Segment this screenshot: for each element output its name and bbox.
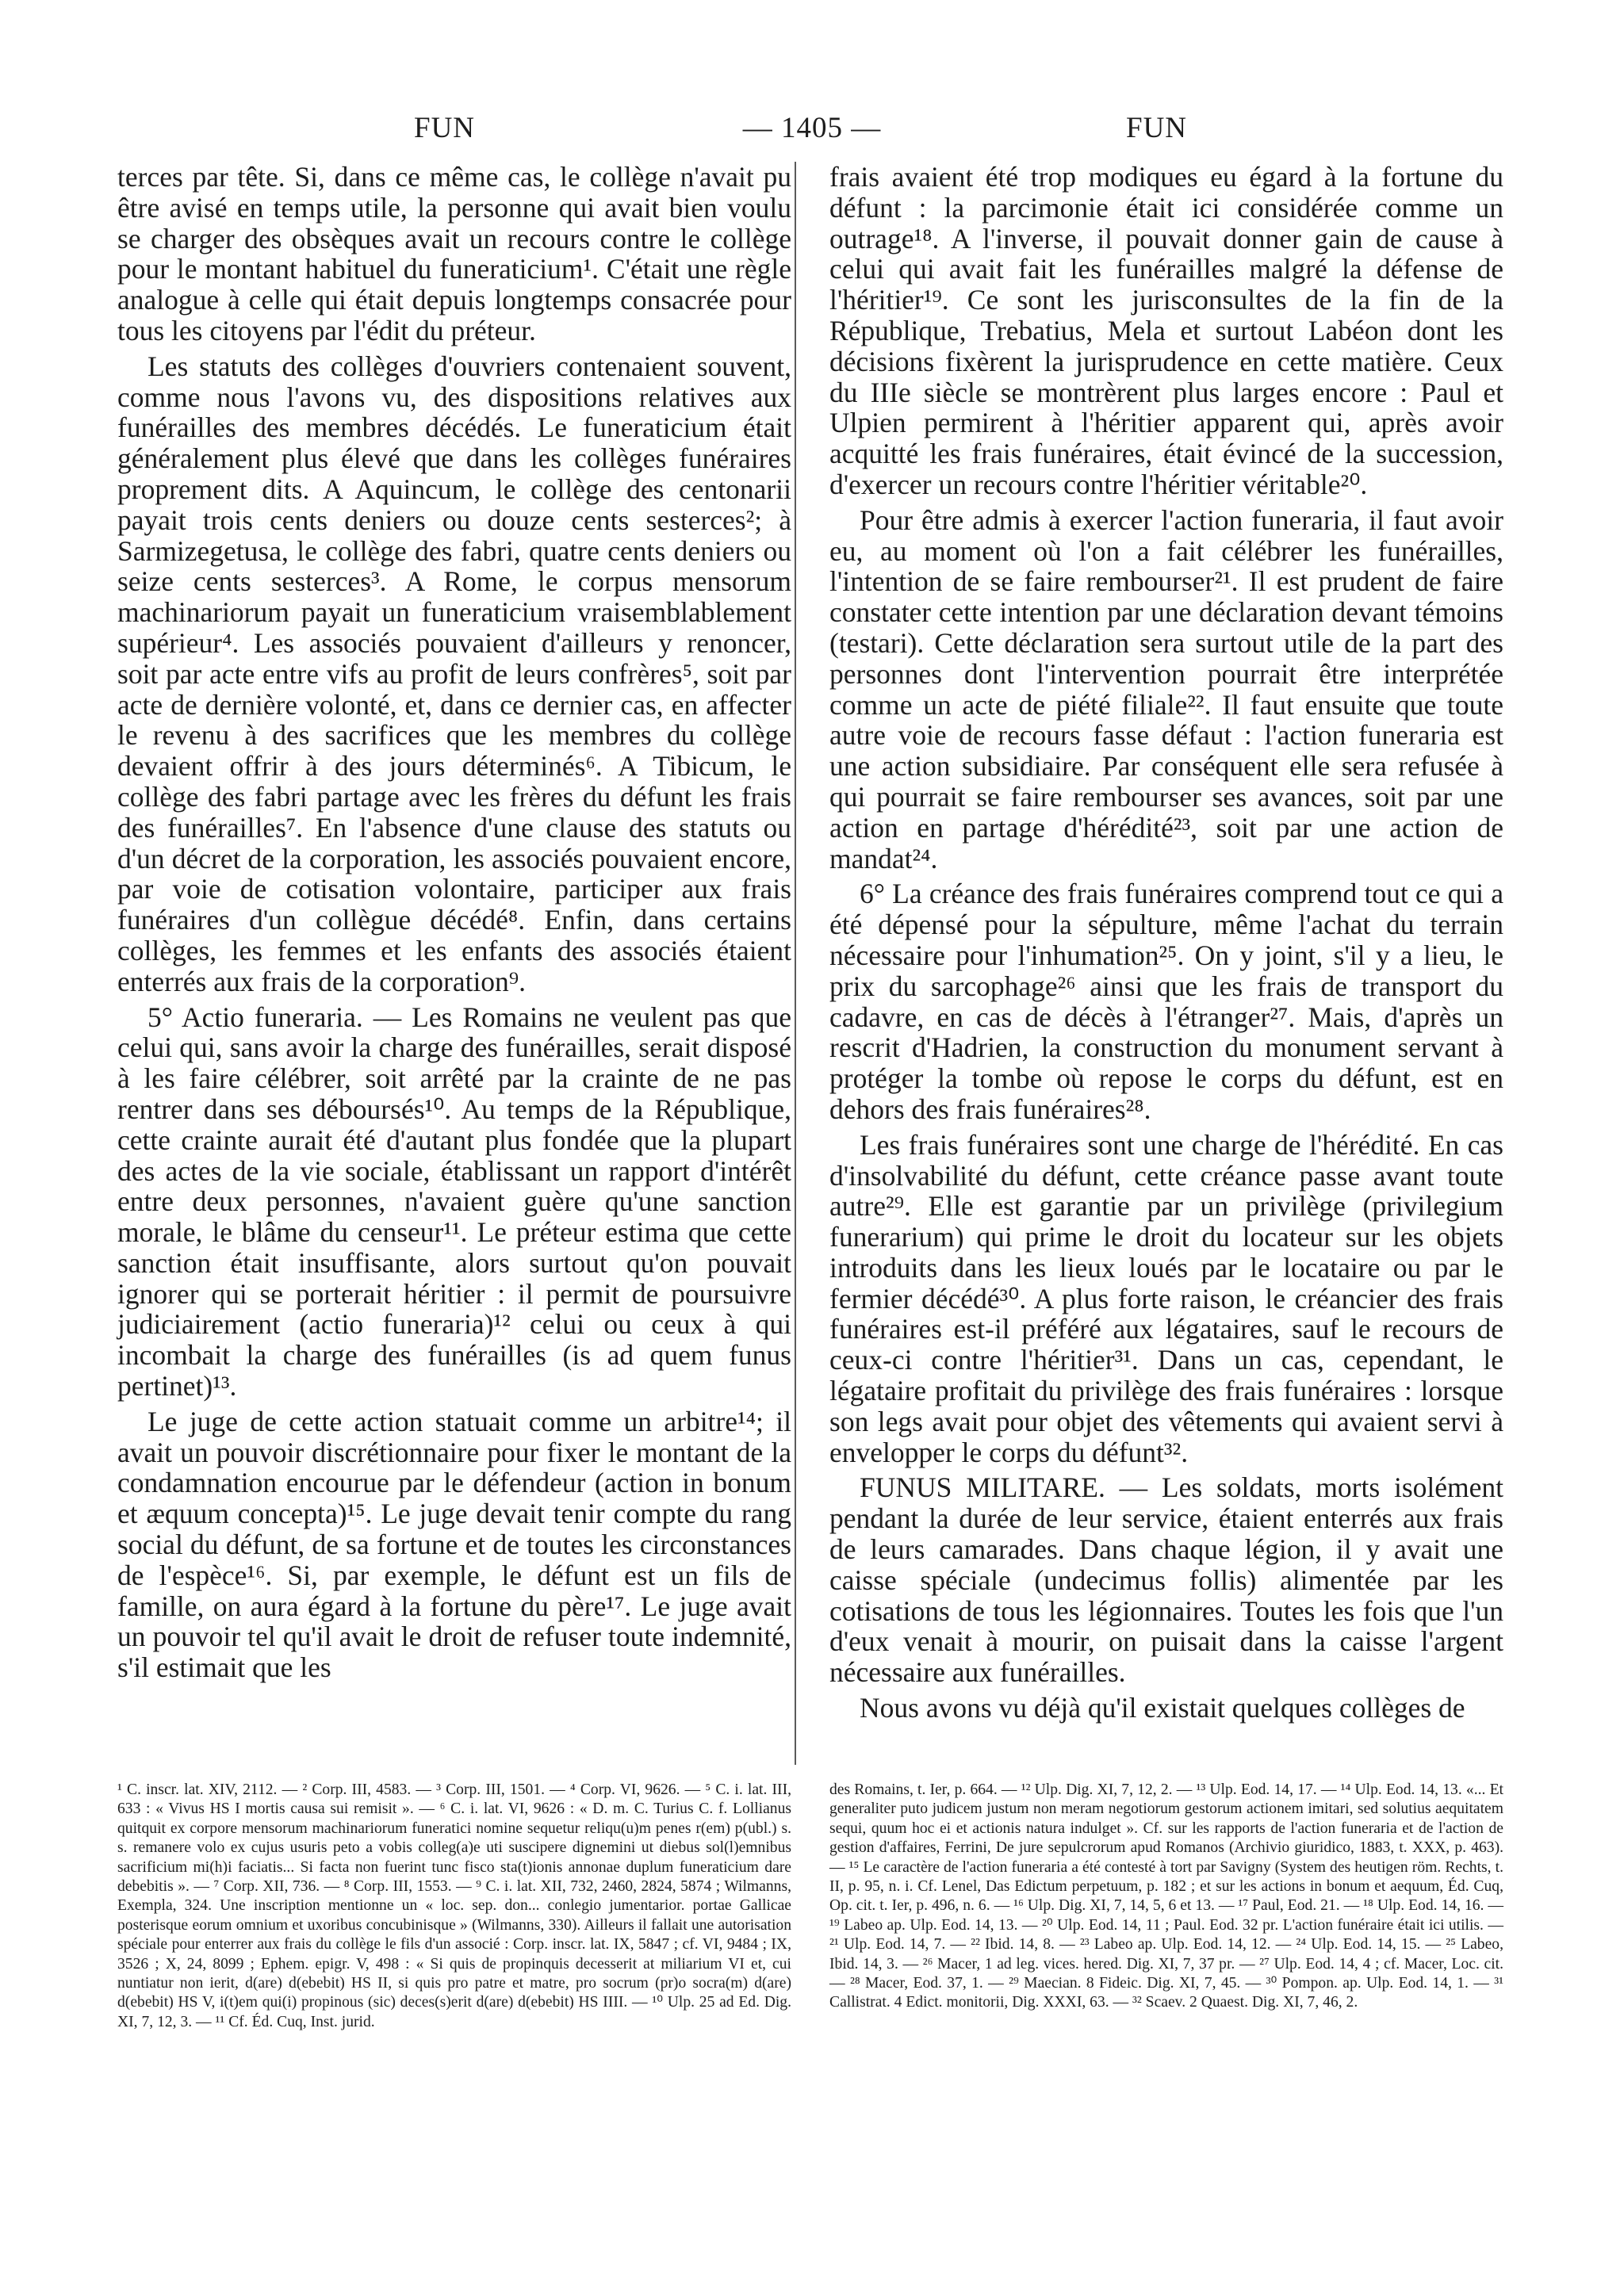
paragraph: Nous avons vu déjà qu'il existait quelques collèges de — [860, 1692, 1465, 1724]
running-head-right: FUN — [1126, 112, 1188, 144]
paragraph: Le juge de cette action statuait comme un arbitre¹⁴; il avait un pouvoir discrétionnaire pour fixer le montant de la condamnation encourue par le défendeur (action in bonum et æquum concepta)¹⁵. Le juge devait tenir compte du rang social du défunt, de sa fortune et de toutes les circonstances de l'espèce¹⁶. Si, par exemple, le défunt est un fils de famille, on aura égard à la fortune du père¹⁷. Le juge avait un pouvoir tel qu'il avait le droit de refuser toute indemnité, s'il estimait que les — [117, 1405, 791, 1684]
paragraph: 5° Actio funeraria. — Les Romains ne veulent pas que celui qui, sans avoir la charge des funérailles, serait disposé à les faire célébrer, soit arrêté par la crainte de ne pas rentrer dans ses déboursés¹⁰. Au temps de la République, cette crainte aurait été d'autant plus fondée que la plupart des actes de la vie sociale, établissant un rapport d'intérêt entre deux personnes, n'avaient guère qu'une sanction morale, le blâme du censeur¹¹. Le préteur estima que cette sanction était insuffisante, alors surtout qu'on pouvait ignorer qui se porterait héritier : il permit de poursuivre judiciairement (actio funeraria)¹² celui ou ceux à qui incombait la charge des funérailles (is ad quem funus pertinet)¹³. — [117, 1001, 791, 1402]
paragraph: frais avaient été trop modiques eu égard à la fortune du défunt : la parcimonie était ici considérée comme un outrage¹⁸. A l'inverse, il pouvait donner gain de cause à celui qui avait fait les funérailles malgré la défense de l'héritier¹⁹. Ce sont les jurisconsultes de la fin de la République, Trebatius, Mela et surtout Labéon dont les décisions fixèrent la jurisprudence en cette matière. Ceux du IIIe siècle se montrèrent plus larges encore : Paul et Ulpien permirent à l'héritier apparent qui, après avoir acquitté les frais funéraires, était évincé de la succession, d'exercer un recours contre l'héritier véritable²⁰. — [829, 161, 1503, 500]
column-divider — [795, 162, 796, 1765]
page-number: — 1405 — — [742, 112, 882, 144]
paragraph: Pour être admis à exercer l'action funeraria, il faut avoir eu, au moment où l'on a fait célébrer les funérailles, l'intention de se faire rembourser²¹. Il est prudent de faire constater cette intention par une déclaration devant témoins (testari). Cette déclaration sera surtout utile de la part des personnes dont l'intervention pourrait être interprétée comme un acte de piété filiale²². Il faut ensuite que toute autre voie de recours fasse défaut : l'action funeraria est une action subsidiaire. Par conséquent elle sera refusée à qui pourrait se faire rembourser ses avances, soit par une action en partage d'hérédité²³, soit par une action de mandat²⁴. — [829, 503, 1503, 874]
paragraph: Les statuts des collèges d'ouvriers contenaient souvent, comme nous l'avons vu, des dispositions relatives aux funérailles des membres décédés. Le funeraticium était généralement plus élevé que dans les collèges funéraires proprement dits. A Aquincum, le collège des centonarii payait trois cents deniers ou douze cents sesterces²; à Sarmizegetusa, le collège des fabri, quatre cents deniers ou seize cents sesterces³. A Rome, le corpus mensorum machinariorum payait un funeraticium vraisemblablement supérieur⁴. Les associés pouvaient d'ailleurs y renoncer, soit par acte entre vifs au profit de leurs confrères⁵, soit par acte de dernière volonté, et, dans ce dernier cas, en affecter le revenu à des sacrifices que les membres du collège devaient offrir à des jours déterminés⁶. A Tibicum, le collège des fabri partage avec les frères du défunt les frais des funérailles⁷. En l'absence d'une clause des statuts ou d'un décret de la corporation, les associés pouvaient encore, par voie de cotisation volontaire, participer aux frais funéraires d'un collègue décédé⁸. Enfin, dans certains collèges, les femmes et les enfants des associés étaient enterrés aux frais de la corporation⁹. — [117, 350, 791, 997]
footnote-block: ¹ C. inscr. lat. XIV, 2112. — ² Corp. III, 4583. — ³ Corp. III, 1501. — ⁴ Corp. VI, 9626. — ⁵ C. i. lat. III, 633 : « Vivus HS I mortis causa sui remisit ». — ⁶ C. i. lat. VI, 9626 : « D. m. C. Turius C. f. Lollianus quitquit ex corpore mensorum machinariorum funeratici nomine sequetur reliqu(u)m penes r(em) p(ubl.) s. s. remanere volo ex cujus usuris peto a vobis colleg(a)e uti suscipere dignemini ut diebus sol(l)emnibus sacrificium mi(h)i faciatis... Si facta non fuerint tunc fisco sta(t)ionis annonae duplum funeraticium dare debebitis ». — ⁷ Corp. XII, 736. — ⁸ Corp. III, 1553. — ⁹ C. i. lat. XII, 732, 2460, 2824, 5874 ; Wilmanns, Exempla, 324. Une inscription mentionne un « loc. sep. don... conlegio jumentarior. portae Gallicae posterisque eorum omnium et uxoribus concubinisque » (Wilmanns, 330). Ailleurs il fallait une autorisation spéciale pour enterrer aux frais du collège le fils d'un associé : Corp. inscr. lat. IX, 5847 ; cf. VI, 9484 ; IX, 3526 ; X, 24, 8099 ; Ephem. epigr. V, 498 : « Si quis de propinquis decesserit at miliarium VI et, cui nuntiatur non ierit, d(are) d(ebebit) HS II, si quis pro patre et matre, pro socrum (pr)o socra(m) d(are) d(ebebit) HS V, i(t)em qui(i) propinous (sic) deces(s)erit d(are) d(ebebit) HS IIII. — ¹⁰ Ulp. 25 ad Ed. Dig. XI, 7, 12, 3. — ¹¹ Cf. Éd. Cuq, Inst. jurid. — [117, 1781, 791, 2030]
right-column — [829, 162, 1503, 1728]
footnote-block: des Romains, t. Ier, p. 664. — ¹² Ulp. Dig. XI, 7, 12, 2. — ¹³ Ulp. Eod. 14, 17. — ¹⁴ Ulp. Eod. 14, 13. «... Et generaliter puto judicem justum non meram negotiorum gestorum actionem imitari, sed solutius aequitatem sequi, quum hoc ei et actionis natura indulget ». Cf. sur les rapports de l'action funeraria et de l'action de gestion d'affaires, Ferrini, De jure sepulcrorum apud Romanos (Archivio giuridico, 1883, t. XXX, p. 463). — ¹⁵ Le caractère de l'action funeraria a été contesté à tort par Savigny (System des heutigen röm. Rechts, t. II, p. 95, n. i. Cf. Lenel, Das Edictum perpetuum, p. 182 ; et sur les actions in bonum et aequum, Éd. Cuq, Op. cit. t. Ier, p. 496, n. 6. — ¹⁶ Ulp. Dig. XI, 7, 14, 5, 6 et 13. — ¹⁷ Paul, Eod. 21. — ¹⁸ Ulp. Eod. 14, 16. — ¹⁹ Labeo ap. Ulp. Eod. 14, 13. — ²⁰ Ulp. Eod. 14, 11 ; Paul. Eod. 32 pr. L'action funéraire était ici utilis. — ²¹ Ulp. Eod. 14, 7. — ²² Ibid. 14, 8. — ²³ Labeo ap. Ulp. Eod. 14, 12. — ²⁴ Ulp. Eod. 14, 15. — ²⁵ Labeo, Ibid. 14, 3. — ²⁶ Macer, 1 ad leg. vices. hered. Dig. XI, 7, 37 pr. — ²⁷ Ulp. Eod. 14, 4 ; cf. Macer, Loc. cit. — ²⁸ Macer, Eod. 37, 1. — ²⁹ Maecian. 8 Fideic. Dig. XI, 7, 45. — ³⁰ Pompon. ap. Ulp. Eod. 14, 1. — ³¹ Callistrat. 4 Edict. monitorii, Dig. XXXI, 63. — ³² Scaev. 2 Quaest. Dig. XI, 7, 46, 2. — [829, 1781, 1503, 2011]
running-head-left: FUN — [414, 112, 476, 144]
footnotes-left — [117, 1781, 791, 2032]
paragraph: Les frais funéraires sont une charge de l'hérédité. En cas d'insolvabilité du défunt, cette créance passe avant toute autre²⁹. Elle est garantie par un privilège (privilegium funerarium) qui prime le droit du locateur sur les objets introduits dans les lieux loués par le locataire ou par le fermier décédé³⁰. A plus forte raison, le créancier des frais funéraires est-il préféré aux légataires, sauf le recours de ceux-ci contre l'héritier³¹. Dans un cas, cependant, le légataire profitait du privilège des frais funéraires : lorsque son legs avait pour objet des vêtements qui avaient servi à envelopper le corps du défunt³². — [829, 1128, 1503, 1468]
left-column — [117, 162, 791, 1688]
paragraph: 6° La créance des frais funéraires comprend tout ce qui a été dépensé pour la sépulture, même l'achat du terrain nécessaire pour l'inhumation²⁵. On y joint, s'il y a lieu, le prix du sarcophage²⁶ ainsi que les frais de transport du cadavre, en cas de décès à l'étranger²⁷. Mais, d'après un rescrit d'Hadrien, la construction du monument servant à protéger la tombe où repose le corps du défunt, est en dehors des frais funéraires²⁸. — [829, 878, 1503, 1125]
footnotes-right — [829, 1781, 1503, 2013]
paragraph: terces par tête. Si, dans ce même cas, le collège n'avait pu être avisé en temps utile, la personne qui avait bien voulu se charger des obsèques avait un recours contre le collège pour le montant habituel du funeraticium¹. C'était une règle analogue à celle qui était depuis longtemps consacrée pour tous les citoyens par l'édit du préteur. — [117, 161, 791, 346]
paragraph: FUNUS MILITARE. — Les soldats, morts isolément pendant la durée de leur service, étaient enterrés aux frais de leurs camarades. Dans chaque légion, il y avait une caisse spéciale (undecimus follis) alimentée par les cotisations de tous les légionnaires. Toutes les fois que l'un d'eux venait à mourir, on puisait dans la caisse l'argent nécessaire aux funérailles. — [829, 1471, 1503, 1689]
